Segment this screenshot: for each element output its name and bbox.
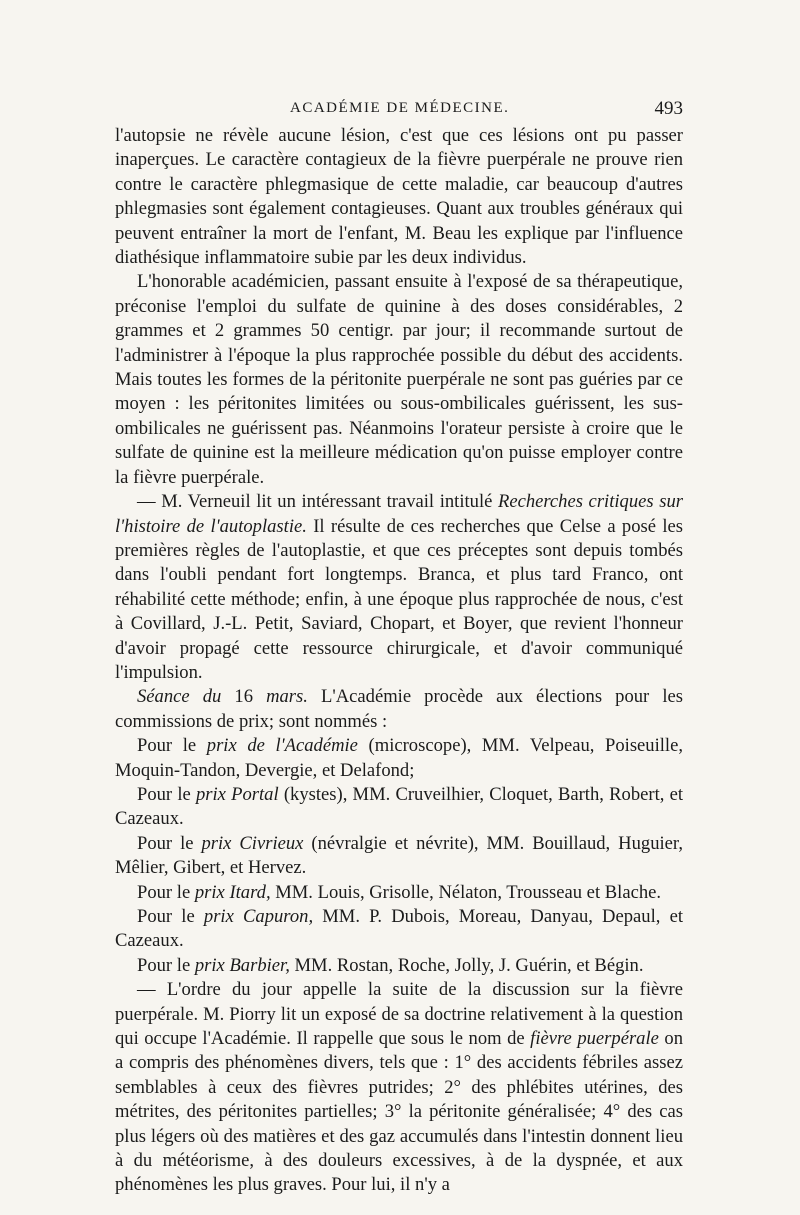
term-italic: fièvre puerpérale bbox=[530, 1028, 659, 1050]
text-run: Pour le bbox=[137, 954, 195, 976]
text-run: Pour le bbox=[137, 783, 196, 805]
text-run: on a compris des phénomènes divers, tels que : 1° des accidents fébriles assez semblables à ceux des fièvres putrides; 2° des phlébites utérines, des métrites, des péritonites partielles; 3° la péritonite généralisée; 4° des cas plus légers où des matières et des gaz accumulés dans l'intestin donnent lieu à du météorisme, à des douleurs excessives, à de la dyspnée, et aux phénomènes les plus graves. Pour lui, il n'y a bbox=[115, 1028, 684, 1196]
paragraph-prix-capuron bbox=[115, 905, 683, 954]
paragraph-verneuil bbox=[115, 490, 683, 685]
text-run: (névralgie et névrite), MM. Bouillaud, Huguier, Mêlier, Gibert, et Hervez. bbox=[115, 832, 684, 879]
text-run: MM. Louis, Grisolle, Nélaton, Trousseau et Blache. bbox=[270, 881, 662, 903]
text-run: MM. P. Dubois, Moreau, Danyau, Depaul, et Cazeaux. bbox=[115, 906, 683, 952]
prize-name: prix Capuron, bbox=[203, 906, 314, 927]
paragraph-piorry bbox=[115, 978, 683, 1198]
text-run: (kystes), MM. Cruveilhier, Cloquet, Barth, Robert, et Cazeaux. bbox=[115, 783, 683, 830]
session-label: Séance du bbox=[137, 686, 222, 708]
prize-name: prix Barbier, bbox=[194, 954, 290, 976]
prize-name: prix de l'Académie bbox=[206, 735, 358, 757]
text-run: L'Académie procède aux élections pour les commissions de prix; sont nommés : bbox=[115, 686, 683, 732]
text-run: (microscope), MM. Velpeau, Poiseuille, Moquin-Tandon, Devergie, et Delafond; bbox=[115, 735, 684, 781]
body-text bbox=[115, 124, 683, 1198]
prize-name: prix Civrieux bbox=[201, 832, 304, 854]
text-run: Pour le bbox=[137, 906, 204, 927]
page-number: 493 bbox=[654, 98, 683, 119]
text-run: MM. Rostan, Roche, Jolly, J. Guérin, et Bégin. bbox=[289, 954, 644, 976]
text-run: Pour le bbox=[137, 735, 207, 757]
prize-name: prix Portal bbox=[195, 783, 279, 805]
paragraph-seance bbox=[115, 685, 683, 734]
running-title: ACADÉMIE DE MÉDECINE. bbox=[290, 100, 510, 116]
paragraph-prix-itard bbox=[115, 881, 683, 905]
paragraph-prix-civrieux bbox=[115, 832, 683, 881]
paragraph-autopsy: l'autopsie ne révèle aucune lésion, c'est que ces lésions ont pu passer inaperçues. Le caractère contagieux de la fièvre puerpérale ne prouve rien contre le caractère phlegmasique de cette maladie, car beaucoup d'autres phlegmasies sont également contagieuses. Quant aux troubles généraux qui peuvent entraîner la mort de l'enfant, M. Beau les explique par l'influence diathésique inflammatoire subie par les deux individus. bbox=[115, 125, 683, 269]
text-run: Pour le bbox=[137, 832, 202, 854]
paragraph-prix-academie bbox=[115, 734, 683, 783]
paragraph-prix-barbier bbox=[115, 954, 683, 978]
session-month: mars. bbox=[266, 686, 308, 708]
paragraph-therapeutics: L'honorable académicien, passant ensuite à l'exposé de sa thérapeutique, préconise l'emploi du sulfate de quinine à des doses considérables, 2 grammes et 2 grammes 50 centigr. par jour; il recommande surtout de l'administrer à l'époque la plus rapprochée possible du début des accidents. Mais toutes les formes de la péritonite puerpérale ne sont pas guéries par ce moyen : les péritonites limitées ou sous-ombilicales guérissent, les sus-ombilicales ne guérissent pas. Néanmoins l'orateur persiste à croire que le sulfate de quinine est la meilleure médication qu'on puisse employer contre la fièvre puerpérale. bbox=[115, 271, 683, 488]
text-run: — M. Verneuil lit un intéressant travail intitulé bbox=[137, 491, 498, 513]
session-day: 16 bbox=[221, 686, 267, 708]
prize-name: prix Itard, bbox=[194, 881, 271, 903]
text-run: Pour le bbox=[137, 881, 195, 903]
work-title: Recherches critiques sur l'histoire de l'autoplastie. bbox=[115, 491, 683, 537]
text-run: Il résulte de ces recherches que Celse a posé les premières règles de l'autoplastie, et que ces préceptes sont depuis tombés dans l'oubli pendant fort longtemps. Branca, et plus tard Franco, ont réhabilité cette méthode; enfin, à une époque plus rapprochée de nous, c'est à Covillard, J.-L. Petit, Saviard, Chopart, et Boyer, que revient l'honneur d'avoir propagé cette ressource chirurgicale, et d'avoir communiqué l'impulsion. bbox=[115, 515, 683, 683]
text-run: — L'ordre du jour appelle la suite de la discussion sur la fièvre puerpérale. M. Piorry lit un exposé de sa doctrine relativement à la question qui occupe l'Académie. Il rappelle que sous le nom de bbox=[115, 979, 683, 1050]
paragraph-prix-portal bbox=[115, 783, 683, 832]
